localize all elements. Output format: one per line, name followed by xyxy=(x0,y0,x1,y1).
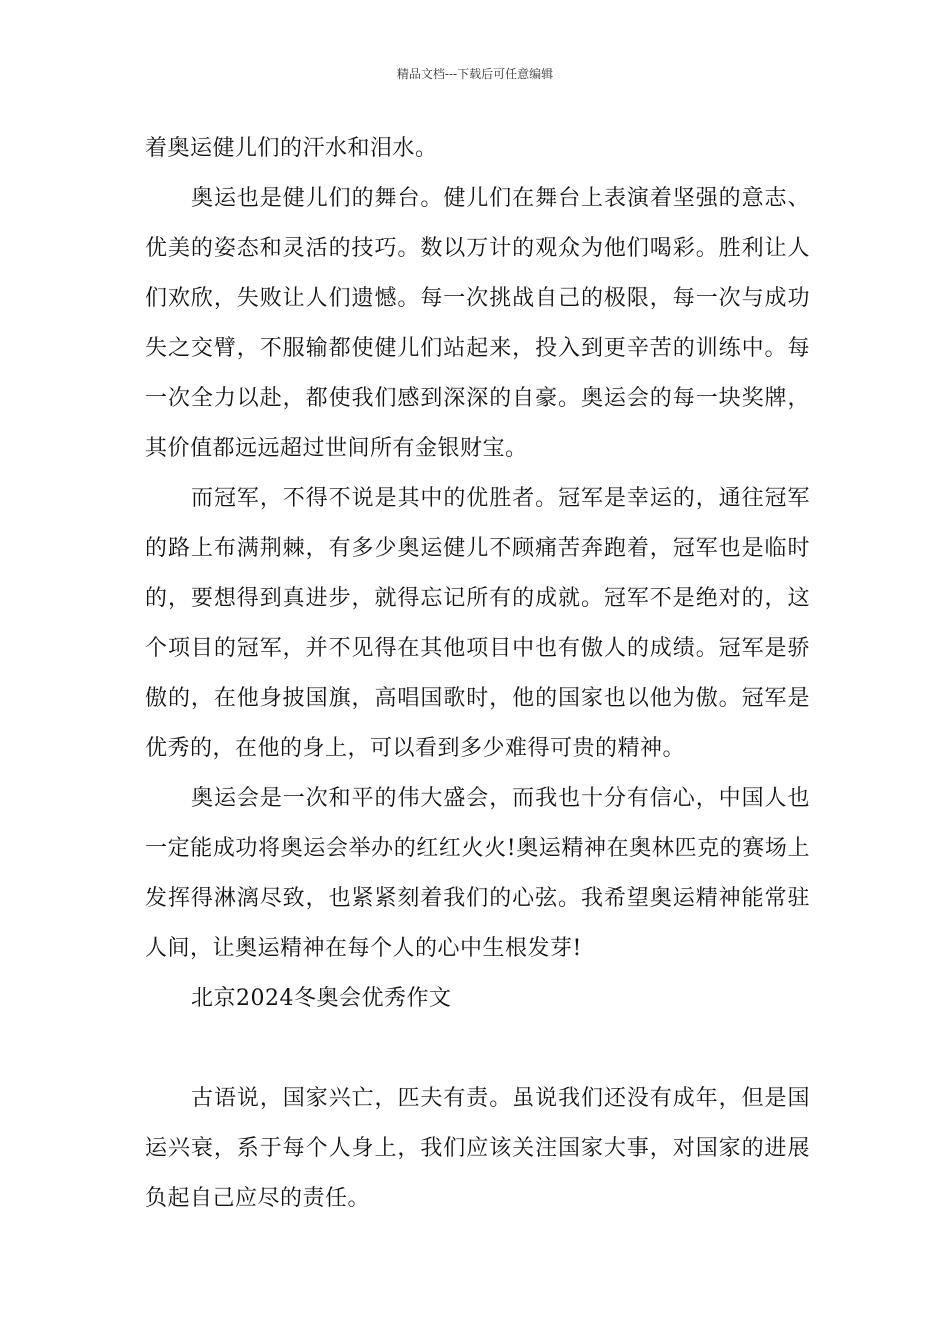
paragraph-champion: 而冠军，不得不说是其中的优胜者。冠军是幸运的，通往冠军的路上布满荆棘，有多少奥运健儿不顾痛苦奔跑着，冠军也是临时的，要想得到真进步，就得忘记所有的成就。冠军不是绝对的，这个项目的冠军，并不见得在其他项目中也有傲人的成绩。冠军是骄傲的，在他身披国旗，高唱国歌时，他的国家也以他为傲。冠军是优秀的，在他的身上，可以看到多少难得可贵的精神。 xyxy=(145,486,810,761)
document-body xyxy=(145,124,810,1224)
page-header-note: 精品文档---下载后可任意编辑 xyxy=(396,67,554,81)
blank-line xyxy=(145,1024,810,1074)
paragraph-national-duty: 古语说，国家兴亡，匹夫有责。虽说我们还没有成年，但是国运兴衰，系于每个人身上，我们应该关注国家大事，对国家的进展负起自己应尽的责任。 xyxy=(145,1086,810,1211)
paragraph-continuation: 着奥运健儿们的汗水和泪水。 xyxy=(145,136,438,161)
essay-heading: 北京2024冬奥会优秀作文 xyxy=(191,986,452,1011)
paragraph-olympic-spirit: 奥运会是一次和平的伟大盛会，而我也十分有信心，中国人也一定能成功将奥运会举办的红红火火!奥运精神在奥林匹克的赛场上发挥得淋漓尽致，也紧紧刻着我们的心弦。我希望奥运精神能常驻人间，让奥运精神在每个人的心中生根发芽! xyxy=(145,786,810,961)
paragraph-olympic-stage: 奥运也是健儿们的舞台。健儿们在舞台上表演着坚强的意志、优美的姿态和灵活的技巧。数以万计的观众为他们喝彩。胜利让人们欢欣，失败让人们遗憾。每一次挑战自己的极限，每一次与成功失之交臂，不服输都使健儿们站起来，投入到更辛苦的训练中。每一次全力以赴，都使我们感到深深的自豪。奥运会的每一块奖牌，其价值都远远超过世间所有金银财宝。 xyxy=(145,186,810,461)
